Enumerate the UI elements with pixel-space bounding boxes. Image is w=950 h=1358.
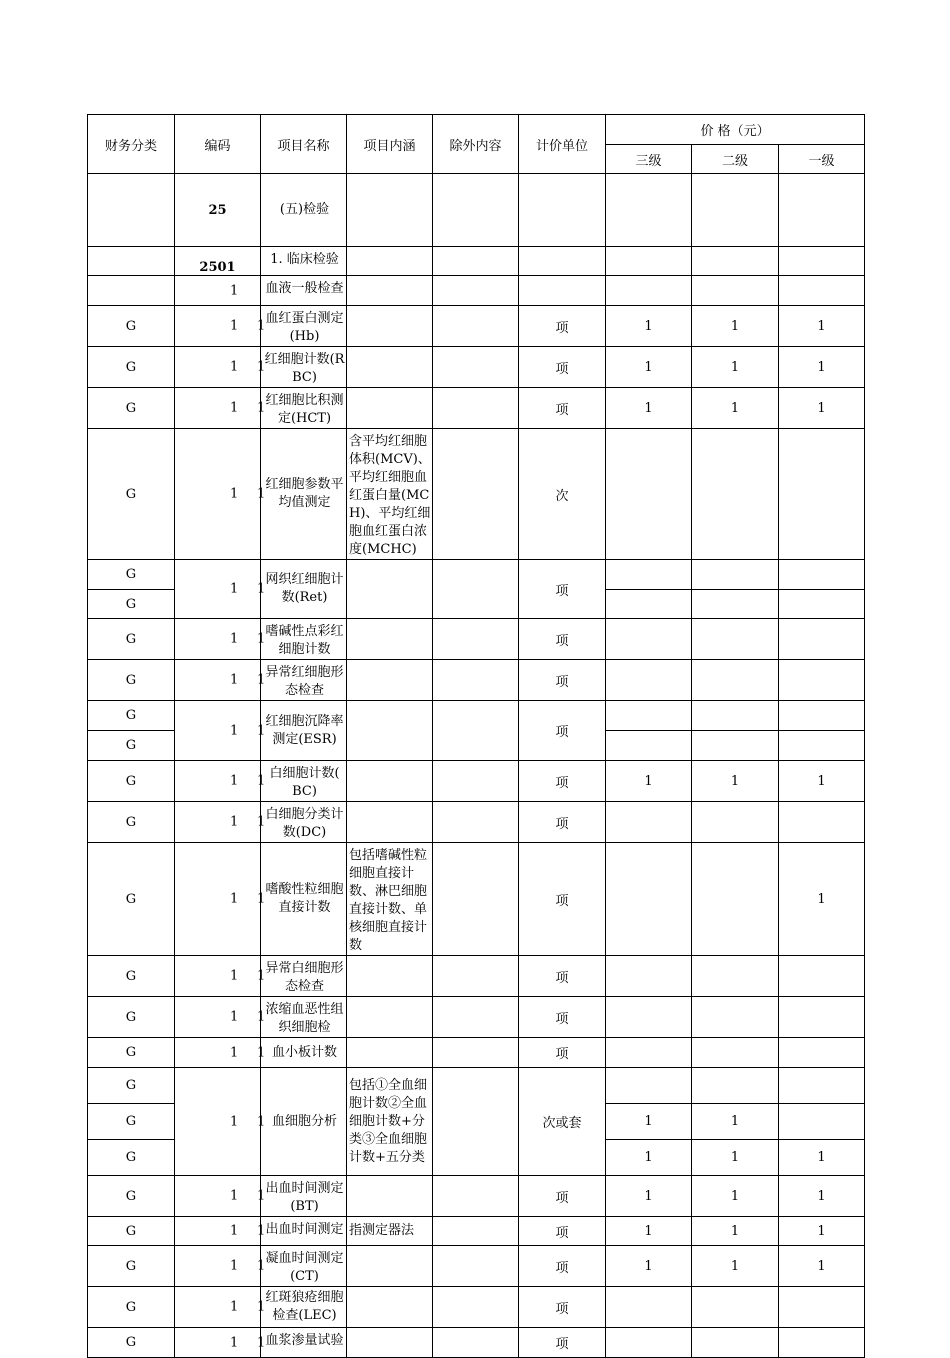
price-level1: 1 [779,1140,865,1176]
header-code: 编码 [175,115,261,174]
price-level3: 1 [606,1176,692,1217]
category-cell: G [88,429,175,560]
section-name: 1. 临床检验 [270,252,339,267]
code-part: 1 [230,318,239,334]
item-content: 包括①全血细胞计数②全血细胞计数+分类③全血细胞计数+五分类 [349,1077,428,1165]
unit-cell: 项 [519,347,606,388]
unit-cell: 项 [519,761,606,802]
item-name: 异常红细胞形态检查 [265,665,344,698]
category-cell: G [88,1246,175,1287]
table-row [88,843,865,956]
category-cell: G [88,843,175,956]
price-level1: 1 [779,843,865,956]
code-part: 1 [230,773,239,789]
header-level2: 二级 [692,145,779,174]
category-cell: G [88,1104,175,1140]
category-cell: G [88,997,175,1038]
header-price: 价 格（元） [606,115,865,145]
code-part: 1 [230,1045,239,1060]
item-name: 异常白细胞形态检查 [265,961,344,994]
price-level3: 1 [606,1217,692,1246]
table-row [88,802,865,843]
code-part: 1 [257,1045,266,1060]
item-name: 血细胞分析 [271,1113,337,1129]
category-cell: G [88,619,175,660]
table-row [88,956,865,997]
unit-cell: 项 [519,1246,606,1287]
price-level3: 1 [606,1140,692,1176]
price-level1: 1 [779,347,865,388]
code-part: 1 [230,1114,239,1129]
code-part: 1 [230,581,239,597]
price-table [87,114,865,1358]
table-row [88,1068,865,1104]
item-name: 出血时间测定(BT) [265,1181,344,1214]
code-part: 1 [257,1299,266,1315]
code-part: 1 [230,486,239,502]
price-level1: 1 [779,761,865,802]
table-row [88,429,865,560]
category-cell: G [88,761,175,802]
category-cell: G [88,590,175,619]
price-level3: 1 [606,1246,692,1287]
category-cell: G [88,1068,175,1104]
category-cell: G [88,731,175,761]
table-row [88,701,865,731]
category-cell: G [88,388,175,429]
code-part: 1 [257,359,266,375]
category-cell: G [88,1038,175,1068]
price-level2: 1 [692,306,779,347]
category-cell: G [88,560,175,590]
table-row [88,276,865,306]
header-level3: 三级 [606,145,692,174]
price-level3: 1 [606,1104,692,1140]
category-cell: G [88,1217,175,1246]
code-part: 1 [257,631,266,647]
header-level1: 一级 [779,145,865,174]
price-level3: 1 [606,761,692,802]
category-cell: G [88,660,175,701]
price-level3: 1 [606,306,692,347]
code-part: 1 [230,283,239,298]
code-part: 1 [230,1335,239,1350]
item-name: 白细胞计数( BC) [269,766,353,799]
code-part: 1 [257,814,266,830]
code-part: 1 [257,1009,266,1025]
unit-cell: 项 [519,619,606,660]
code-part: 1 [257,723,266,738]
code-part: 1 [230,1299,239,1315]
category-cell: G [88,802,175,843]
item-name: 血小板计数 [271,1044,337,1060]
item-name: 血浆渗量试验 [265,1333,344,1348]
unit-cell: 项 [519,306,606,347]
table-row [88,997,865,1038]
price-level3: 1 [606,347,692,388]
unit-cell: 项 [519,660,606,701]
category-cell: G [88,1287,175,1328]
code-part: 1 [230,968,239,984]
code-part: 1 [230,1009,239,1025]
price-level2: 1 [692,388,779,429]
code-part: 1 [257,968,266,984]
unit-cell: 项 [519,560,606,619]
code-part: 1 [257,581,266,597]
unit-cell: 项 [519,701,606,761]
unit-cell: 次 [519,429,606,560]
table-row [88,1287,865,1328]
code-part: 1 [257,1258,266,1274]
header-unit: 计价单位 [519,115,606,174]
table-row [88,247,865,276]
unit-cell: 项 [519,1176,606,1217]
item-name: 浓缩血恶性组织细胞检 [265,1002,344,1035]
code-part: 1 [230,814,239,830]
item-name: 白细胞分类计数(DC) [265,807,344,840]
price-level1: 1 [779,388,865,429]
item-name: 红细胞沉降率测定(ESR) [265,713,344,747]
table-row [88,1246,865,1287]
code-part: 1 [257,1223,266,1239]
code-part: 1 [230,672,239,688]
unit-cell: 项 [519,997,606,1038]
price-level1: 1 [779,1176,865,1217]
price-level2: 1 [692,1140,779,1176]
section-name: (五)检验 [279,202,330,217]
category-cell: G [88,1140,175,1176]
unit-cell: 项 [519,1328,606,1358]
section-code: 2501 [175,247,261,276]
price-level2: 1 [692,347,779,388]
code-part: 1 [230,1258,239,1274]
price-level2: 1 [692,1104,779,1140]
price-level1: 1 [779,1246,865,1287]
price-level2: 1 [692,1176,779,1217]
table-row [88,660,865,701]
header-category: 财务分类 [88,115,175,174]
unit-cell: 项 [519,1287,606,1328]
table-row [88,1328,865,1358]
code-part: 1 [230,723,239,738]
unit-cell: 项 [519,1217,606,1246]
item-content: 含平均红细胞体积(MCV)、平均红细胞血红蛋白量(MCH)、平均红细胞血红蛋白浓度(MCHC) [349,434,431,557]
unit-cell: 项 [519,802,606,843]
code-part: 1 [257,672,266,688]
item-name: 嗜碱性点彩红细胞计数 [265,624,344,657]
table-row [88,174,865,247]
price-level2: 1 [692,1246,779,1287]
code-part: 1 [257,1188,266,1204]
category-cell: G [88,347,175,388]
category-cell: G [88,1328,175,1358]
unit-cell: 项 [519,388,606,429]
category-cell: G [88,306,175,347]
code-part: 1 [230,1188,239,1204]
item-content: 指测定器法 [349,1223,415,1238]
unit-cell: 项 [519,956,606,997]
item-name: 红斑狼疮细胞检查(LEC) [265,1290,344,1323]
price-level1: 1 [779,306,865,347]
code-part: 1 [257,773,266,789]
header-exclusion: 除外内容 [433,115,519,174]
price-level2: 1 [692,761,779,802]
code-part: 1 [257,1114,266,1129]
item-name: 凝血时间测定(CT) [265,1251,344,1284]
table-row [88,560,865,590]
header-name: 项目名称 [261,115,347,174]
item-name: 网织红细胞计数(Ret) [265,572,344,605]
table-row [88,761,865,802]
code-part: 1 [257,1335,266,1350]
code-part: 1 [257,318,266,334]
item-name: 血红蛋白测定(Hb) [265,311,344,344]
code-part: 1 [257,891,266,907]
price-level1: 1 [779,1217,865,1246]
table-row [88,347,865,388]
item-name: 血液一般检查 [265,281,344,296]
category-cell: G [88,956,175,997]
code-part: 1 [257,486,266,502]
item-name: 出血时间测定 [265,1222,344,1237]
price-level2: 1 [692,1217,779,1246]
code-part: 1 [257,400,266,416]
section-code: 25 [175,174,261,247]
table-row [88,1176,865,1217]
price-level3: 1 [606,388,692,429]
code-part: 1 [230,359,239,375]
table-row [88,388,865,429]
header-content: 项目内涵 [347,115,433,174]
table-row [88,1217,865,1246]
table-row [88,306,865,347]
unit-cell: 项 [519,1038,606,1068]
unit-cell: 项 [519,843,606,956]
item-name: 红细胞计数(RBC) [264,352,345,385]
item-name: 嗜酸性粒细胞直接计数 [265,882,344,915]
category-cell: G [88,1176,175,1217]
code-part: 1 [230,400,239,416]
table-row [88,1038,865,1068]
code-part: 1 [230,891,239,907]
table-row [88,619,865,660]
code-part: 1 [230,1223,239,1239]
item-name: 红细胞参数平均值测定 [265,477,344,510]
code-part: 1 [230,631,239,647]
unit-cell: 次或套 [519,1068,606,1176]
category-cell: G [88,701,175,731]
item-name: 红细胞比积测定(HCT) [265,393,344,426]
item-content: 包括嗜碱性粒细胞直接计数、淋巴细胞直接计数、单核细胞直接计数 [349,848,428,953]
